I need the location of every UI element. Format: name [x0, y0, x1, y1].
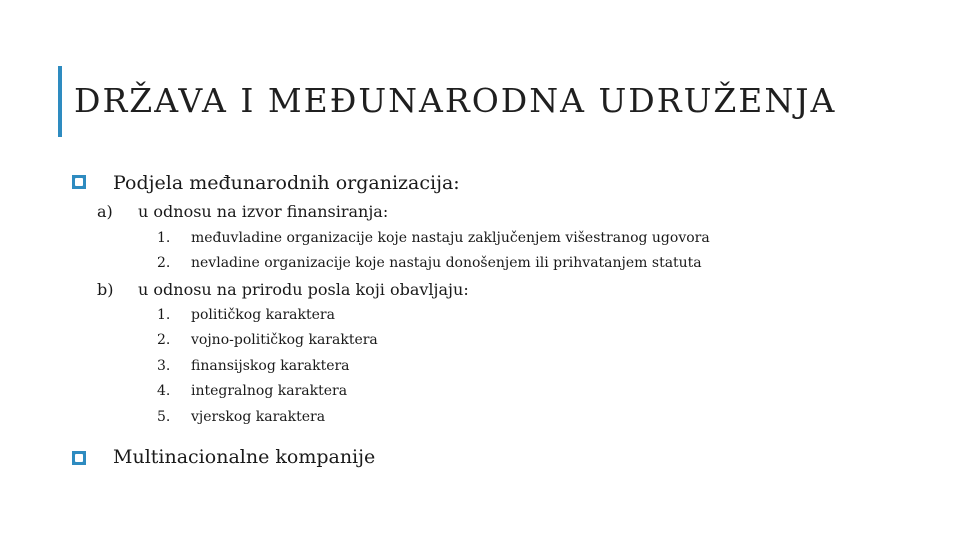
bullet-text: Podjela međunarodnih organizacija: — [113, 172, 460, 194]
list-item: međuvladine organizacije koje nastaju zaključenjem višestranog ugovora — [191, 230, 710, 246]
item-number: 2. — [157, 255, 171, 271]
item-number: 2. — [157, 332, 171, 348]
square-bullet-icon — [72, 175, 86, 189]
list-item: političkog karaktera — [191, 307, 335, 323]
list-item: integralnog karaktera — [191, 383, 348, 399]
sub-marker: b) — [97, 280, 114, 299]
title-accent-bar — [58, 66, 62, 137]
list-item: vojno-političkog karaktera — [191, 332, 378, 348]
sub-text: u odnosu na izvor finansiranja: — [138, 202, 389, 221]
item-number: 3. — [157, 358, 171, 374]
item-number: 5. — [157, 409, 171, 425]
bullet-text: Multinacionalne kompanije — [113, 446, 376, 468]
list-item: vjerskog karaktera — [191, 409, 326, 425]
item-number: 1. — [157, 307, 171, 323]
sub-marker: a) — [97, 202, 113, 221]
list-item: nevladine organizacije koje nastaju donošenjem ili prihvatanjem statuta — [191, 255, 702, 271]
sub-text: u odnosu na prirodu posla koji obavljaju: — [138, 280, 469, 299]
item-number: 4. — [157, 383, 171, 399]
square-bullet-icon — [72, 451, 86, 465]
list-item: finansijskog karaktera — [191, 358, 350, 374]
slide-title: DRŽAVA I MEĐUNARODNA UDRUŽENJA — [74, 81, 837, 120]
item-number: 1. — [157, 230, 171, 246]
